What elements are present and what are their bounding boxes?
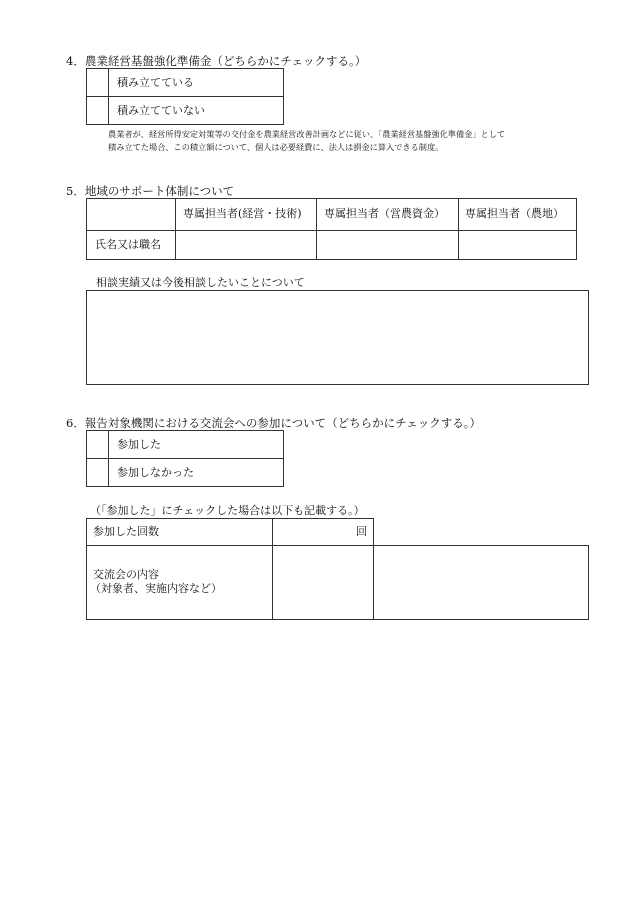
column-header-einoshikin: 専属担当者（営農資金） — [324, 207, 445, 220]
section6-heading: 6．報告対象機関における交流会への参加について（どちらかにチェックする。） — [66, 416, 481, 430]
name-field-einoshikin[interactable] — [317, 231, 458, 259]
content-label-sub: （対象者、実施内容など） — [90, 582, 222, 595]
option-sanka-yes: 参加した — [117, 438, 161, 451]
consult-label: 相談実績又は今後相談したいことについて — [96, 276, 305, 289]
checkbox-sanka-yes[interactable] — [87, 431, 108, 458]
count-label: 参加した回数 — [93, 525, 159, 538]
consult-text-area[interactable] — [86, 290, 589, 385]
section4-note-line1: 農業者が、経営所得安定対策等の交付金を農業経営改善計画などに従い、「農業経営基盤強化準備金」として — [108, 129, 506, 139]
row-label-shimei: 氏名又は職名 — [95, 238, 161, 251]
checkbox-tsumitate-no[interactable] — [87, 97, 108, 124]
name-field-nouchi[interactable] — [459, 231, 576, 259]
content-label: 交流会の内容 — [93, 568, 159, 581]
content-input-1[interactable] — [273, 546, 373, 619]
option-tsumitate-no: 積み立てていない — [117, 104, 205, 117]
content-input-2[interactable] — [374, 546, 588, 619]
column-header-keiei: 専属担当者(経営・技術) — [183, 207, 302, 220]
option-sanka-no: 参加しなかった — [117, 466, 194, 479]
checkbox-tsumitate-yes[interactable] — [87, 69, 108, 96]
name-field-keiei[interactable] — [176, 231, 316, 259]
section6-sub-note: （「参加した」にチェックした場合は以下も記載する。） — [90, 504, 365, 517]
table-divider — [86, 96, 284, 97]
column-header-nouchi: 専属担当者（農地） — [465, 207, 564, 220]
table-divider — [86, 458, 284, 459]
section4-heading: 4．農業経営基盤強化準備金（どちらかにチェックする。） — [66, 54, 367, 68]
section4-note-line2: 積み立てた場合、この積立額について、個人は必要経費に、法人は損金に算入できる制度。 — [108, 142, 444, 152]
section5-heading: 5．地域のサポート体制について — [66, 184, 235, 198]
count-unit: 回 — [356, 525, 367, 538]
checkbox-sanka-no[interactable] — [87, 459, 108, 486]
option-tsumitate-yes: 積み立てている — [117, 76, 194, 89]
